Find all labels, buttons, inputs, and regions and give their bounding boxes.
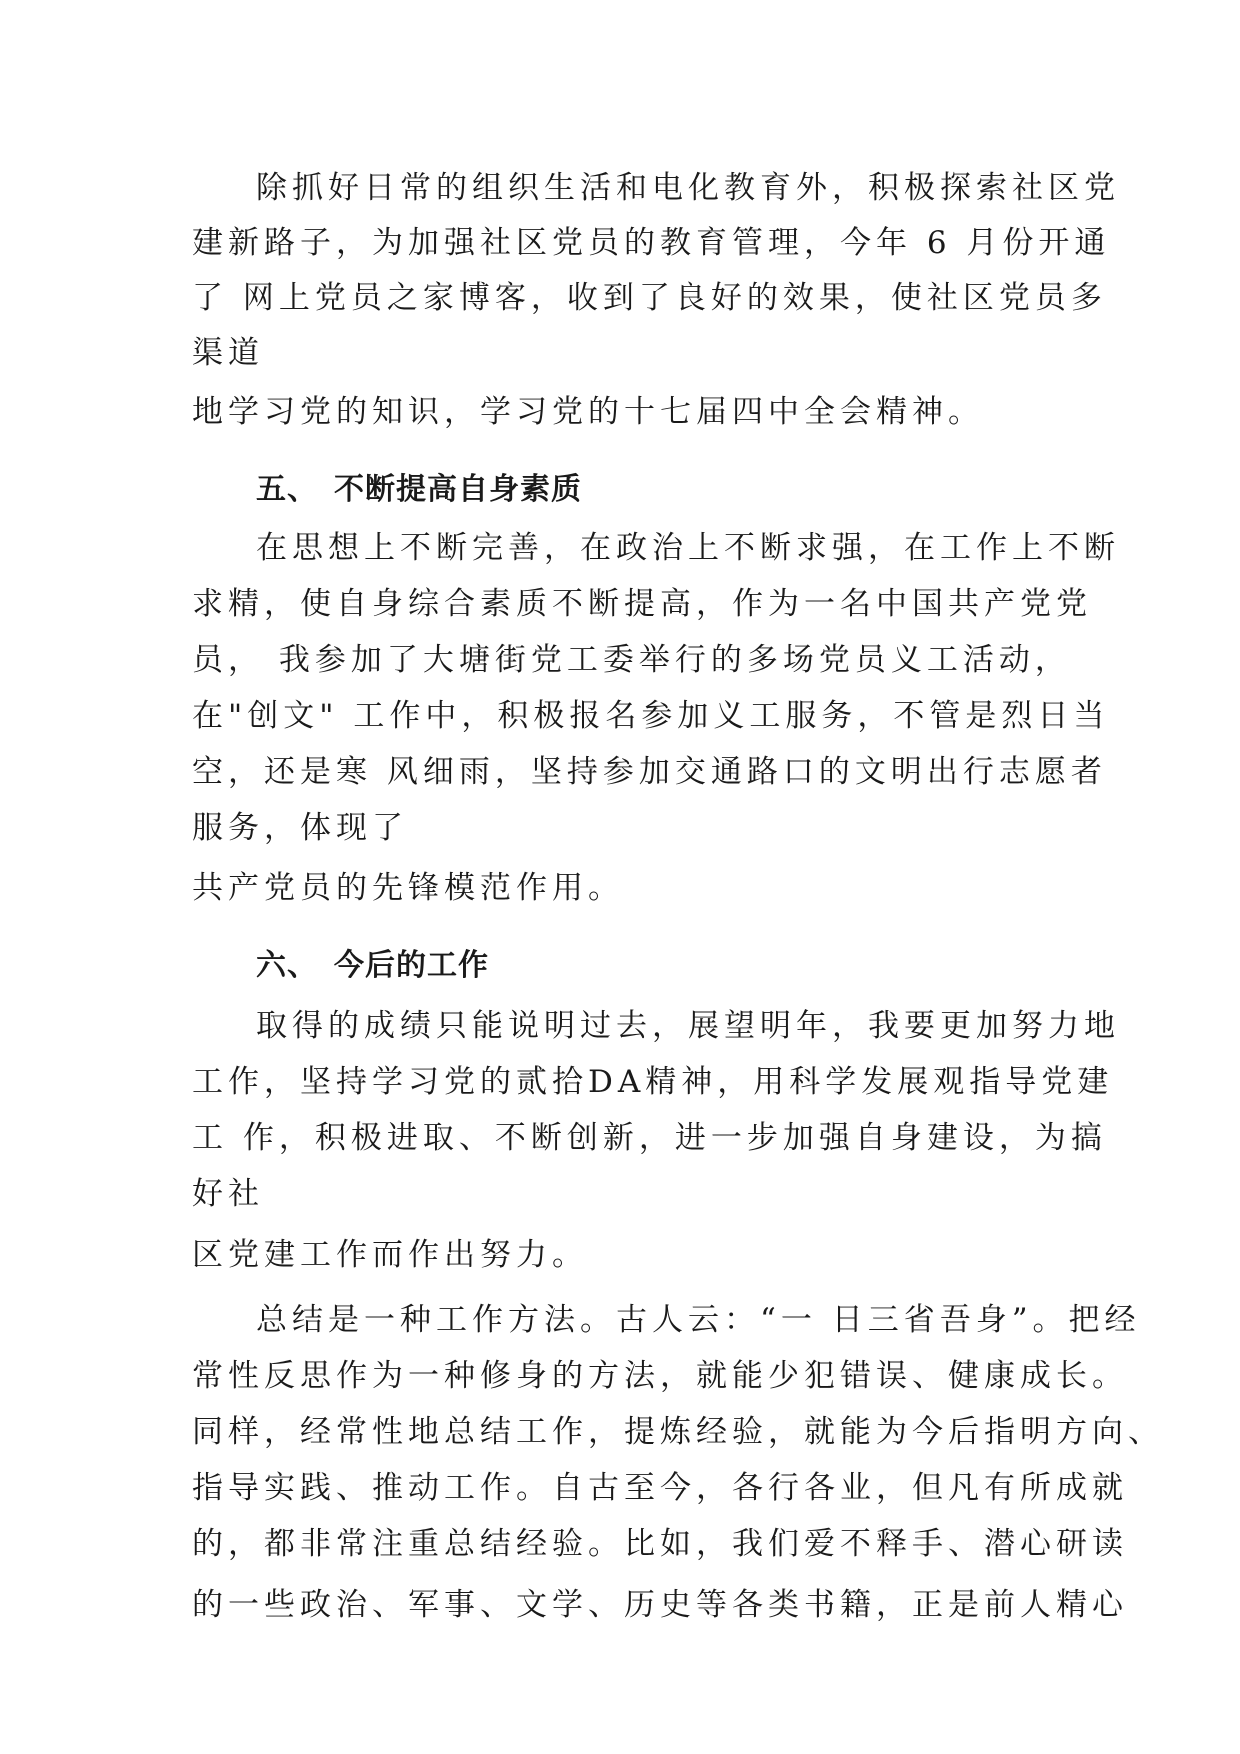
paragraph-line: 的一些政治、军事、文学、历史等各类书籍，正是前人精心 (192, 1587, 1128, 1623)
section-heading-six (256, 946, 489, 986)
paragraph-line: 共产党员的先锋模范作用。 (192, 870, 624, 906)
section-number: 六、 (256, 948, 318, 983)
paragraph-line: 建新路子，为加强社区党员的教育管理，今年 6 月份开通 (192, 225, 1111, 261)
paragraph-line: 服务，体现了 (192, 810, 408, 846)
paragraph-line: 总结是一种工作方法。古人云：“一 日三省吾身”。把经 (256, 1302, 1141, 1338)
paragraph-line: 在思想上不断完善，在政治上不断求强，在工作上不断 (256, 530, 1120, 566)
paragraph-line: 渠道 (192, 335, 264, 371)
paragraph-line: 了 网上党员之家博客，收到了良好的效果，使社区党员多 (192, 280, 1107, 316)
paragraph-line: 常性反思作为一种修身的方法，就能少犯错误、健康成长。 (192, 1358, 1128, 1394)
paragraph-line: 除抓好日常的组织生活和电化教育外，积极探索社区党 (256, 170, 1120, 206)
paragraph-line: 工作，坚持学习党的贰拾DA精神，用科学发展观指导党建 (192, 1064, 1114, 1100)
paragraph-line: 同样，经常性地总结工作，提炼经验，就能为今后指明方向、 (192, 1414, 1164, 1450)
paragraph-line: 的，都非常注重总结经验。比如，我们爱不释手、潜心研读 (192, 1526, 1128, 1562)
paragraph-line: 空，还是寒 风细雨，坚持参加交通路口的文明出行志愿者 (192, 754, 1107, 790)
paragraph-line: 员， 我参加了大塘街党工委举行的多场党员义工活动， (192, 642, 1071, 678)
paragraph-line: 在"创文" 工作中，积极报名参加义工服务，不管是烈日当 (192, 698, 1110, 734)
paragraph-line: 好社 (192, 1176, 264, 1212)
section-title: 不断提高自身素质 (334, 472, 582, 507)
paragraph-line: 指导实践、推动工作。自古至今，各行各业，但凡有所成就 (192, 1470, 1128, 1506)
section-number: 五、 (256, 472, 318, 507)
section-heading-five (256, 470, 582, 510)
paragraph-line: 区党建工作而作出努力。 (192, 1237, 588, 1273)
paragraph-line: 工 作，积极进取、不断创新，进一步加强自身建设，为搞 (192, 1120, 1107, 1156)
paragraph-line: 取得的成绩只能说明过去，展望明年，我要更加努力地 (256, 1008, 1120, 1044)
paragraph-line: 地学习党的知识，学习党的十七届四中全会精神。 (192, 394, 984, 430)
section-title: 今后的工作 (334, 948, 489, 983)
paragraph-line: 求精，使自身综合素质不断提高，作为一名中国共产党党 (192, 586, 1092, 622)
